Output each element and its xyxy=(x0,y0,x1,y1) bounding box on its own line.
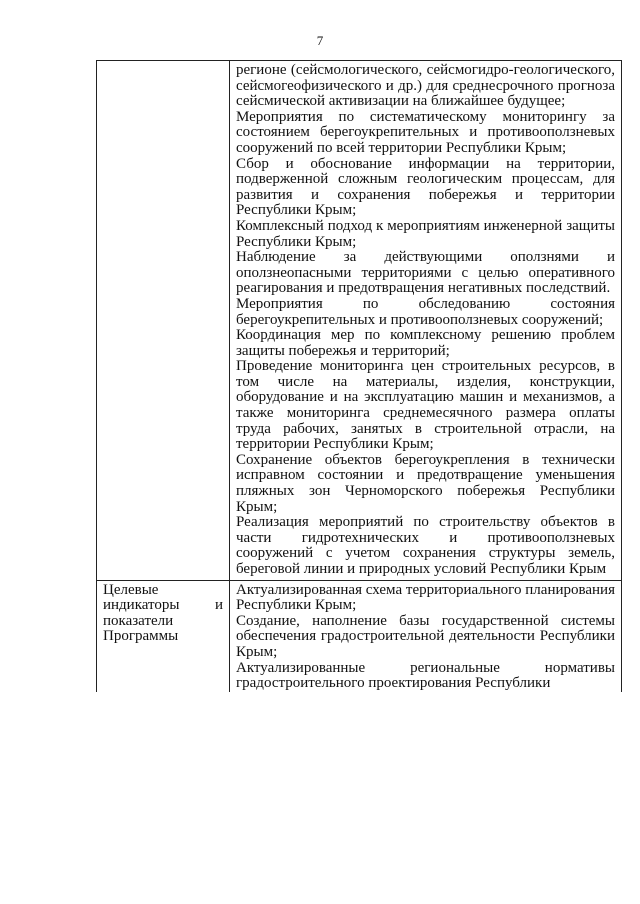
table-row xyxy=(97,580,622,692)
list-item: Реализация мероприятий по строительству объектов в части гидротехнических и противооползневых сооружений с учетом сохранения структуры земель, береговой линии и природных условий Республики Крым xyxy=(236,514,615,577)
row-label-line: Программы xyxy=(103,628,179,645)
list-item: Координация мер по комплексному решению проблем защиты побережья и территорий; xyxy=(236,327,615,359)
page-number: 7 xyxy=(316,33,324,48)
row-label-cell xyxy=(97,580,230,692)
table-row xyxy=(97,61,622,581)
row-content-cell xyxy=(230,580,622,692)
list-item: Мероприятия по обследованию состояния берегоукрепительных и противооползневых сооружений; xyxy=(236,295,615,328)
row-label-cell xyxy=(97,61,230,581)
list-item: Актуализированная схема территориального планирования Республики Крым; xyxy=(236,581,615,614)
list-item: Наблюдение за действующими оползнями и оползнеопасными территориями с целью оперативного реагирования и предотвращения негативных последствий. xyxy=(236,249,615,297)
list-item: Проведение мониторинга цен строительных ресурсов, в том числе на материалы, изделия, конструкции, оборудование и на эксплуатацию машин и механизмов, а также мониторинга среднемесячного размера оплаты труда рабочих, занятых в строительной отрасли, на территории Республики Крым; xyxy=(236,358,615,453)
list-item: Комплексный подход к мероприятиям инженерной защиты Республики Крым; xyxy=(236,217,615,250)
row-label-line: Целевые xyxy=(103,581,159,598)
list-item: Создание, наполнение базы государственной системы обеспечения градостроительной деятельности Республики Крым; xyxy=(236,612,615,660)
list-item: Сбор и обоснование информации на территории, подверженной сложным геологическим процессам, для развития и сохранения побережья и территории Республики Крым; xyxy=(236,155,615,219)
list-item: Сохранение объектов берегоукрепления в технически исправном состоянии и предотвращение уменьшения пляжных зон Черноморского побережья Республики Крым; xyxy=(236,451,615,515)
row-content-cell xyxy=(230,61,622,581)
list-item: Мероприятия по систематическому мониторингу за состоянием берегоукрепительных и противооползневых сооружений по всей территории Республики Крым; xyxy=(236,108,615,156)
row-label-line: показатели xyxy=(103,612,174,629)
program-passport-table xyxy=(96,60,622,692)
list-item: регионе (сейсмологического, сейсмогидро-геологического, сейсмогеофизического и др.) для среднесрочного прогноза сейсмической активизации на ближайшее будущее; xyxy=(236,62,615,110)
row-label-line: индикаторы и xyxy=(103,597,223,614)
list-item: Актуализированные региональные нормативы градостроительного проектирования Республики xyxy=(236,659,615,692)
